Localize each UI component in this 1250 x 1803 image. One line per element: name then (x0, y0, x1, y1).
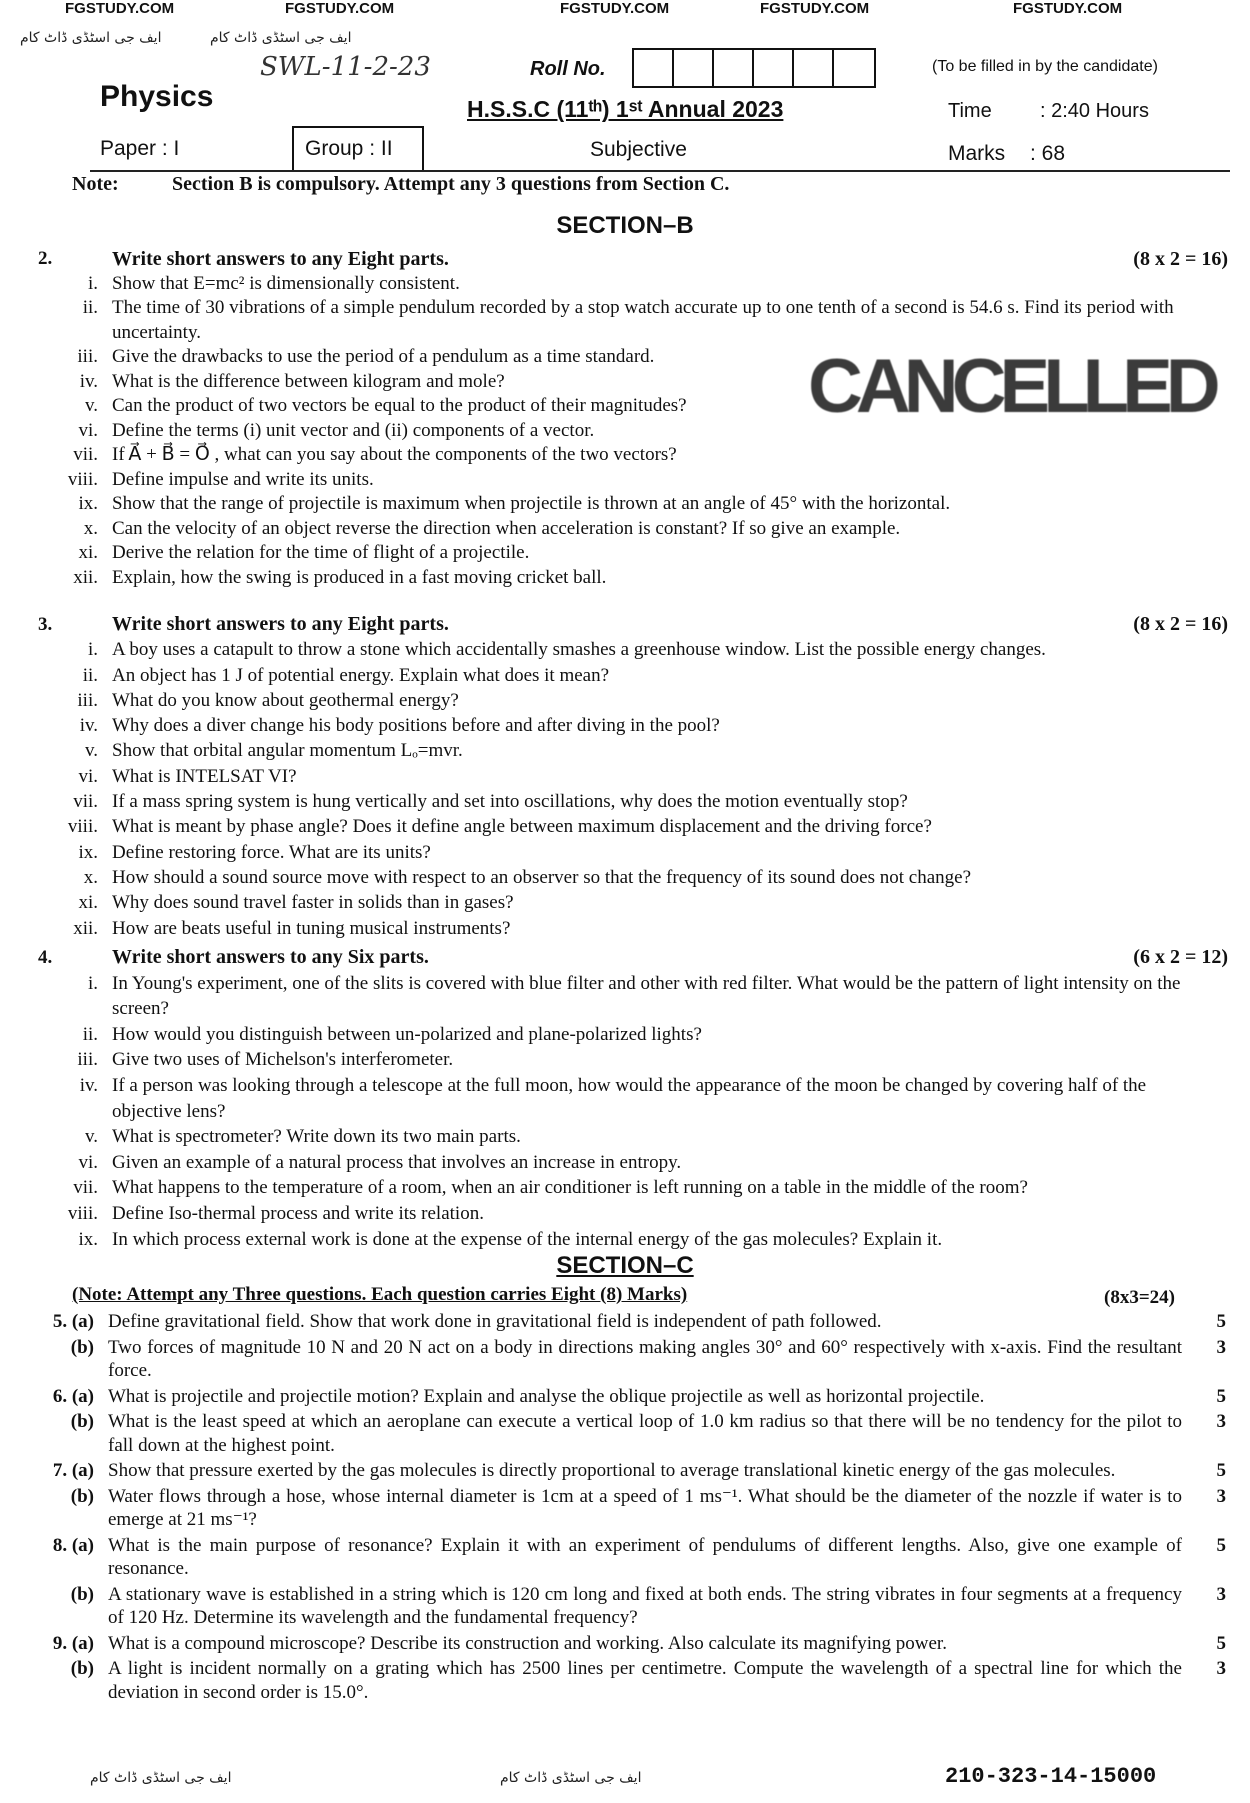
marks-label: Marks (948, 142, 1006, 165)
item-numeral: ii. (82, 1023, 98, 1045)
item-text: If a mass spring system is hung vertically and set into oscillations, why does the motion eventually stop? (112, 791, 908, 813)
part-label: (b) (70, 1658, 94, 1679)
item-numeral: i. (87, 639, 98, 661)
part-text: What is the main purpose of resonance? Explain it with an experiment of pendulums of different lengths. Also, give one example of resonance. (108, 1534, 1182, 1579)
question-part (0, 1310, 1250, 1334)
item-text: Define impulse and write its units. (112, 468, 374, 490)
part-label: (b) (70, 1336, 94, 1358)
part-marks: 3 (1216, 1336, 1226, 1358)
question-part (0, 1459, 1250, 1483)
watermark-text: FGSTUDY.COM (65, 0, 175, 17)
item-numeral: ix. (78, 493, 98, 514)
urdu-watermark: ایف جی اسٹڈی ڈاٹ کام (500, 1770, 642, 1786)
part-text: A stationary wave is established in a string which is 120 cm long and fixed at both ends. The string vibrates in four segments at a frequency of 120 Hz. Determine its wavelength and the fundamental frequency? (108, 1583, 1182, 1628)
section-c-title: SECTION–C (556, 1252, 694, 1279)
question-item (0, 1022, 1250, 1048)
part-label: (b) (70, 1485, 94, 1507)
question-item (0, 1150, 1250, 1176)
watermark-text: FGSTUDY.COM (760, 0, 870, 17)
item-numeral: iv. (79, 370, 98, 392)
part-marks: 5 (1216, 1385, 1226, 1407)
part-marks: 5 (1216, 1534, 1226, 1556)
question-item (0, 541, 1250, 566)
part-text: Two forces of magnitude 10 N and 20 N act on a body in directions making angles 30° and 60° respectively with x-axis. Find the resultant force. (108, 1336, 1182, 1381)
item-text: What is INTELSAT VI? (112, 765, 297, 787)
question-part (0, 1336, 1250, 1383)
item-numeral: ii. (82, 664, 98, 686)
item-numeral: vi. (78, 419, 98, 441)
item-numeral: iv. (79, 715, 98, 737)
urdu-watermark: ایف جی اسٹڈی ڈاٹ کام (20, 30, 162, 46)
item-text: Define restoring force. What are its units? (112, 841, 431, 863)
question-item (0, 345, 1250, 370)
item-text: Can the product of two vectors be equal to the product of their magnitudes? (112, 395, 687, 416)
part-text: What is projectile and projectile motion? Explain and analyse the oblique projectile as well as horizontal projectile. (108, 1385, 985, 1407)
question-instruction: Write short answers to any Six parts. (112, 946, 429, 968)
question-item (0, 1227, 1250, 1253)
part-marks: 5 (1216, 1311, 1226, 1332)
subject-title: Physics (100, 80, 214, 113)
question-item (0, 814, 1250, 839)
question-item (0, 713, 1250, 738)
part-marks: 3 (1216, 1411, 1226, 1432)
urdu-watermark: ایف جی اسٹڈی ڈاٹ کام (210, 30, 352, 46)
item-numeral: iii. (77, 1049, 98, 1071)
question-item (0, 688, 1250, 713)
question-item (0, 890, 1250, 915)
item-text: Derive the relation for the time of flight of a projectile. (112, 542, 530, 563)
item-text: A boy uses a catapult to throw a stone which accidentally smashes a greenhouse window. List the possible energy changes. (112, 639, 1046, 661)
item-numeral: v. (84, 740, 98, 762)
question-item (0, 971, 1250, 1022)
item-text: Show that E=mc² is dimensionally consistent. (112, 272, 460, 294)
item-numeral: i. (87, 272, 98, 294)
section-c (0, 1310, 1250, 1704)
item-text: Given an example of a natural process that involves an increase in entropy. (112, 1151, 682, 1173)
group-label: Group : II (305, 137, 393, 160)
item-text: Define Iso-thermal process and write its relation. (112, 1202, 484, 1224)
marks-value: : 68 (1030, 142, 1066, 165)
item-numeral: vii. (73, 791, 98, 813)
item-numeral: ix. (78, 1228, 98, 1250)
part-text: Water flows through a hose, whose internal diameter is 1cm at a speed of 1 ms⁻¹. What should be the diameter of the nozzle if water is to emerge at 21 ms⁻¹? (108, 1485, 1182, 1530)
question-item (0, 1124, 1250, 1150)
item-numeral: xii. (73, 566, 98, 588)
part-marks: 3 (1216, 1485, 1226, 1507)
item-numeral: vii. (73, 444, 98, 465)
part-label: 8. (a) (52, 1534, 94, 1556)
exam-title: H.S.S.C (11ᵗʰ) 1ˢᵗ Annual 2023 (467, 96, 784, 122)
question-part (0, 1485, 1250, 1532)
item-text: How would you distinguish between un-polarized and plane-polarized lights? (112, 1023, 702, 1045)
item-numeral: vi. (78, 765, 98, 787)
question-item (0, 394, 1250, 419)
question-item (0, 840, 1250, 865)
item-text: Give two uses of Michelson's interferometer. (112, 1049, 454, 1071)
question-block (0, 247, 1250, 590)
item-numeral: ix. (78, 841, 98, 863)
item-text: What is meant by phase angle? Does it define angle between maximum displacement and the driving force? (112, 816, 932, 838)
part-marks: 5 (1216, 1460, 1226, 1481)
item-text: What is spectrometer? Write down its two main parts. (112, 1126, 521, 1148)
question-item (0, 370, 1250, 395)
question-item (0, 865, 1250, 890)
paper-label: Paper : I (100, 137, 180, 160)
question-part (0, 1534, 1250, 1581)
question-part (0, 1583, 1250, 1630)
question-item (0, 296, 1250, 345)
item-text: Can the velocity of an object reverse the direction when acceleration is constant? If so give an example. (112, 517, 901, 539)
part-label: (b) (70, 1411, 94, 1432)
question-item (0, 1201, 1250, 1227)
item-text: The time of 30 vibrations of a simple pendulum recorded by a stop watch accurate up to one tenth of a second is 54.6 s. Find its period with uncertainty. (112, 297, 1174, 343)
item-numeral: viii. (67, 816, 98, 838)
section-b-title: SECTION–B (556, 212, 694, 239)
item-text: Show that the range of projectile is maximum when projectile is thrown at an angle of 45° with the horizontal. (112, 493, 951, 514)
roll-number-boxes[interactable] (632, 48, 876, 88)
item-text: What happens to the temperature of a room, when an air conditioner is left running on a table in the middle of the room? (112, 1177, 1028, 1199)
item-numeral: viii. (67, 468, 98, 490)
question-number: 4. (38, 947, 53, 968)
cancelled-stamp: CANCELLED (808, 344, 1214, 429)
paper-type: Subjective (590, 138, 687, 161)
item-text: What do you know about geothermal energy? (112, 689, 459, 711)
question-item (0, 1073, 1250, 1124)
item-text: Why does a diver change his body positions before and after diving in the pool? (112, 715, 720, 737)
item-numeral: v. (84, 1126, 98, 1148)
part-marks: 5 (1216, 1632, 1226, 1654)
question-part (0, 1385, 1250, 1409)
part-label: 5. (a) (52, 1311, 94, 1332)
item-numeral: v. (84, 395, 98, 416)
item-text: Why does sound travel faster in solids than in gases? (112, 892, 514, 914)
question-item (0, 443, 1250, 468)
part-text: What is the least speed at which an aeroplane can execute a vertical loop of 1.0 km radius so that there will be no tendency for the pilot to fall down at the highest point. (108, 1411, 1182, 1456)
watermark-text: FGSTUDY.COM (560, 0, 670, 17)
question-item (0, 1047, 1250, 1073)
question-item (0, 517, 1250, 542)
question-item (0, 789, 1250, 814)
item-text: How are beats useful in tuning musical instruments? (112, 917, 511, 939)
question-instruction: Write short answers to any Eight parts. (112, 248, 449, 270)
time-label: Time (948, 100, 992, 122)
question-marks: (8 x 2 = 16) (1133, 248, 1228, 270)
item-numeral: iii. (77, 346, 98, 367)
part-marks: 3 (1216, 1658, 1226, 1679)
item-numeral: i. (87, 972, 98, 994)
part-text: What is a compound microscope? Describe its construction and working. Also calculate its magnifying power. (108, 1632, 947, 1654)
question-item (0, 1175, 1250, 1201)
part-text: A light is incident normally on a grating which has 2500 lines per centimetre. Compute the wavelength of a spectral line for which the deviation in second order is 15.0°. (108, 1658, 1182, 1703)
item-numeral: xi. (78, 892, 98, 914)
item-text: Explain, how the swing is produced in a fast moving cricket ball. (112, 566, 607, 588)
item-text: Show that orbital angular momentum Lₒ=mvr. (112, 740, 463, 762)
question-block (0, 612, 1250, 941)
part-text: Show that pressure exerted by the gas molecules is directly proportional to average translational kinetic energy of the gas molecules. (108, 1460, 1116, 1481)
item-text: In Young's experiment, one of the slits is covered with blue filter and other with red filter. What would be the pattern of light intensity on the screen? (112, 972, 1181, 1020)
item-text: An object has 1 J of potential energy. Explain what does it mean? (112, 664, 610, 686)
question-part (0, 1657, 1250, 1704)
roll-note: (To be filled in by the candidate) (932, 58, 1158, 75)
item-text: If A⃗ + B⃗ = O⃗ , what can you say about the components of the two vectors? (112, 444, 677, 465)
item-text: In which process external work is done at the expense of the internal energy of the gas molecules? Explain it. (112, 1228, 943, 1250)
paper-code: 210-323-14-15000 (945, 1764, 1157, 1789)
question-header (0, 247, 1250, 272)
question-marks: (8 x 2 = 16) (1133, 613, 1228, 635)
question-item (0, 468, 1250, 493)
handwritten-code: SWL-11-2-23 (260, 52, 431, 82)
item-numeral: iv. (79, 1074, 98, 1096)
question-part (0, 1632, 1250, 1656)
question-item (0, 272, 1250, 297)
item-numeral: xi. (78, 542, 98, 563)
item-text: What is the difference between kilogram and mole? (112, 370, 505, 392)
section-c-note: (Note: Attempt any Three questions. Each question carries Eight (8) Marks) (72, 1284, 688, 1305)
note-label: Note: (72, 173, 119, 195)
question-item (0, 637, 1250, 662)
question-item (0, 566, 1250, 591)
item-numeral: vi. (78, 1151, 98, 1173)
item-text: Define the terms (i) unit vector and (ii) components of a vector. (112, 419, 595, 441)
question-item (0, 764, 1250, 789)
part-text: Define gravitational field. Show that work done in gravitational field is independent of path followed. (108, 1311, 882, 1332)
part-label: 9. (a) (52, 1632, 94, 1654)
note-text: Section B is compulsory. Attempt any 3 questions from Section C. (172, 173, 730, 195)
header-divider (90, 170, 1230, 172)
question-item (0, 419, 1250, 444)
watermark-text: FGSTUDY.COM (285, 0, 395, 17)
question-number: 2. (38, 248, 53, 269)
question-number: 3. (38, 614, 53, 635)
item-text: If a person was looking through a telescope at the full moon, how would the appearance of the moon be changed by covering half of the objective lens? (112, 1074, 1147, 1122)
urdu-watermark: ایف جی اسٹڈی ڈاٹ کام (90, 1770, 232, 1786)
question-item (0, 663, 1250, 688)
question-header (0, 945, 1250, 971)
part-label: (b) (70, 1583, 94, 1605)
item-numeral: iii. (77, 689, 98, 711)
item-numeral: vii. (73, 1177, 98, 1199)
part-marks: 3 (1216, 1583, 1226, 1605)
item-text: Give the drawbacks to use the period of a pendulum as a time standard. (112, 346, 655, 367)
question-header (0, 612, 1250, 637)
item-numeral: xii. (73, 917, 98, 939)
question-marks: (6 x 2 = 12) (1133, 946, 1228, 968)
question-instruction: Write short answers to any Eight parts. (112, 613, 449, 635)
question-block (0, 945, 1250, 1252)
roll-label: Roll No. (530, 58, 606, 80)
question-item (0, 492, 1250, 517)
question-item (0, 916, 1250, 941)
item-numeral: viii. (67, 1202, 98, 1224)
item-numeral: ii. (82, 297, 98, 318)
part-label: 6. (a) (52, 1385, 94, 1407)
item-numeral: x. (83, 866, 98, 888)
part-label: 7. (a) (52, 1460, 94, 1481)
item-text: How should a sound source move with respect to an observer so that the frequency of its sound does not change? (112, 866, 972, 888)
watermark-text: FGSTUDY.COM (1013, 0, 1123, 17)
time-value: : 2:40 Hours (1040, 100, 1149, 122)
question-item (0, 738, 1250, 763)
item-numeral: x. (83, 517, 98, 539)
section-c-marks: (8x3=24) (1104, 1287, 1175, 1308)
question-part (0, 1410, 1250, 1457)
